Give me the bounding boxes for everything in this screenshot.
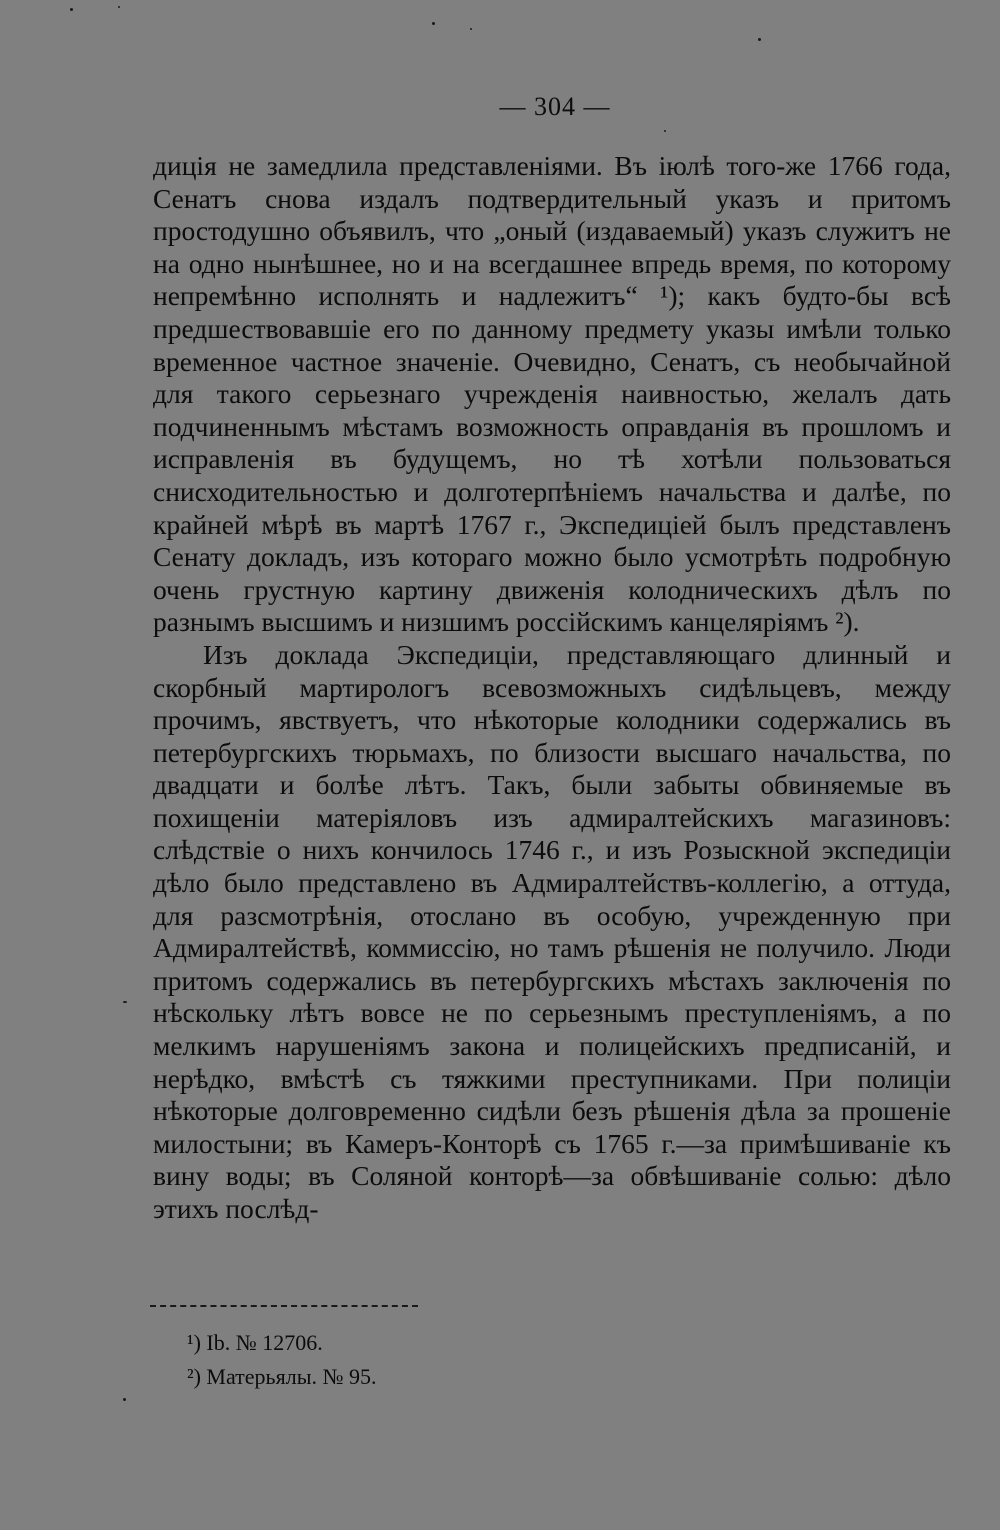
footnote-1: ¹) Ib. № 12706. [187,1330,323,1355]
footnotes [187,1326,376,1394]
scan-speck [758,38,761,41]
scan-speck [470,28,472,30]
page-number: — 304 — [499,92,611,121]
footnote-2: ²) Матерьялы. № 95. [187,1364,377,1389]
footnote-divider [150,1305,418,1307]
paragraph-1: диція не замедлила представленіями. Въ іюлѣ того-же 1766 года, Сенатъ снова издалъ подтвердительный указъ и притомъ простодушно объявилъ, что „оный (издаваемый) указъ служитъ не на одно нынѣшнее, но и на всегдашнее впредь время, по которому непремѣнно исполнять и надлежитъ“ ¹); какъ будто-бы всѣ предшествовавшіе его по данному предмету указы имѣли только временное частное значеніе. Очевидно, Сенатъ, съ необычайной для такого серьезнаго учрежденія наивностью, желалъ дать подчиненнымъ мѣстамъ возможность оправданія въ прошломъ и исправленія въ будущемъ, но тѣ хотѣли пользоваться снисходительностью и долготерпѣніемъ начальства и далѣе, по крайней мѣрѣ въ мартѣ 1767 г., Экспедиціей былъ представленъ Сенату докладъ, изъ котораго можно было усмотрѣть подробную очень грустную картину движенія колодническихъ дѣлъ по разнымъ высшимъ и низшимъ россійскимъ канцеляріямъ ²). [153,150,951,638]
scan-speck [123,1398,126,1401]
main-text [153,150,951,1226]
scan-speck [123,1001,127,1003]
scan-speck [432,22,435,25]
scan-speck [664,130,666,132]
scan-speck [70,8,73,11]
paragraph-2: Изъ доклада Экспедиціи, представляющаго длинный и скорбный мартирологъ всевозможныхъ сидѣльцевъ, между прочимъ, явствуетъ, что нѣкоторые колодники содержались въ петербургскихъ тюрьмахъ, по близости высшаго начальства, по двадцати и болѣе лѣтъ. Такъ, были забыты обвиняемые въ похищеніи матеріяловъ изъ адмиралтейскихъ магазиновъ: слѣдствіе о нихъ кончилось 1746 г., и изъ Розыскной экспедиціи дѣло было представлено въ Адмиралтействъ-коллегію, а оттуда, для разсмотрѣнія, отослано въ особую, учрежденную при Адмиралтействѣ, коммиссію, но тамъ рѣшенія не получило. Люди притомъ содержались въ петербургскихъ мѣстахъ заключенія по нѣскольку лѣтъ вовсе не по серьезнымъ преступленіямъ, а по мелкимъ нарушеніямъ закона и полицейскихъ предписаній, и нерѣдко, вмѣстѣ съ тяжкими преступниками. При полиціи нѣкоторые долговременно сидѣли безъ рѣшенія дѣла за прошеніе милостыни; въ Камеръ-Конторѣ съ 1765 г.—за примѣшиваніе къ вину воды; въ Соляной конторѣ—за обвѣшиваніе солью: дѣло этихъ послѣд- [153,638,951,1224]
scan-speck [118,6,120,8]
